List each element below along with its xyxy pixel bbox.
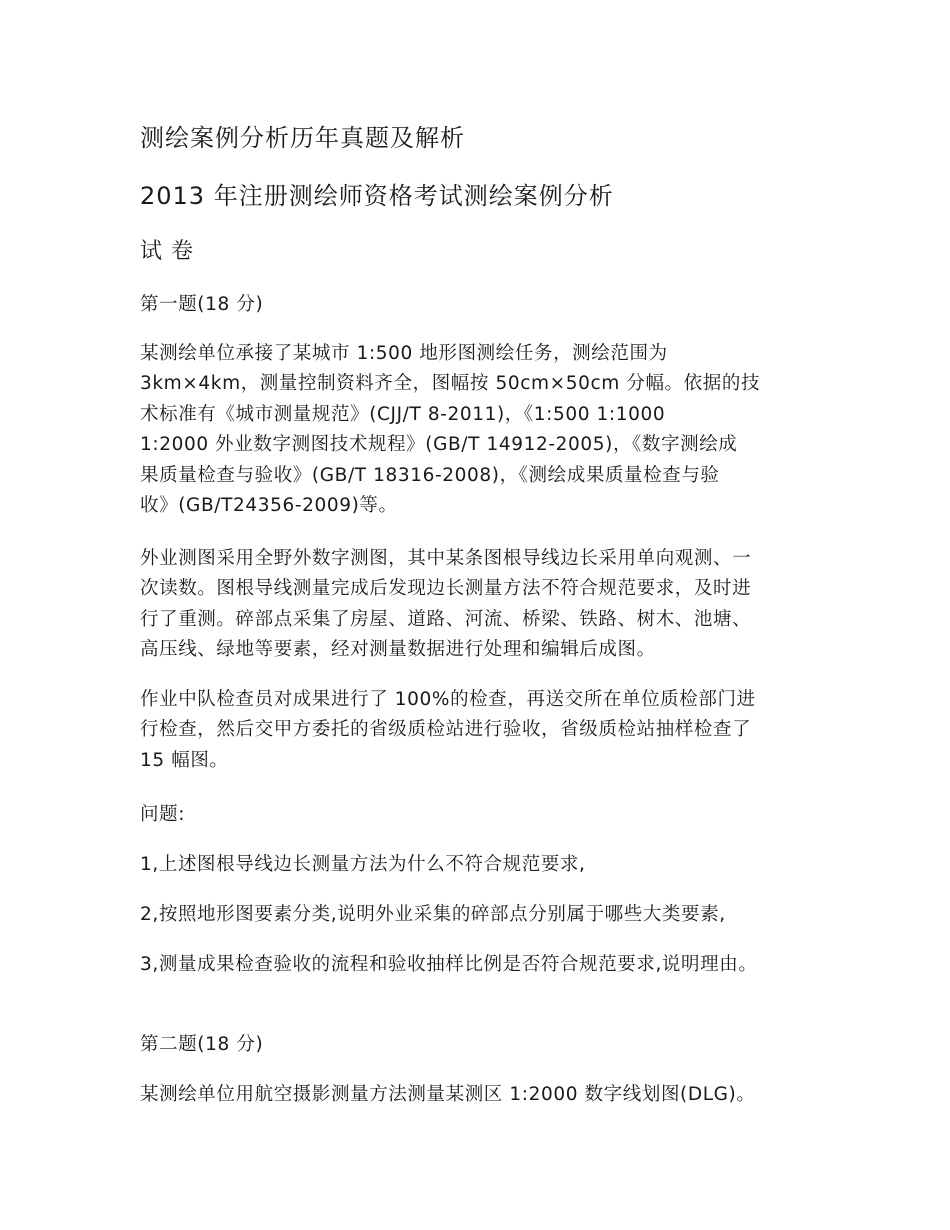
paragraph-line: 术标准有《城市测量规范》(CJJ/T 8-2011)，《1:500 1:1000 bbox=[140, 403, 666, 425]
paragraph-1 bbox=[140, 339, 812, 521]
question-item-2: 2,按照地形图要素分类,说明外业采集的碎部点分别属于哪些大类要素, bbox=[140, 904, 726, 925]
paragraph-line: 行了重测。碎部点采集了房屋、道路、河流、桥梁、铁路、树木、池塘、 bbox=[140, 608, 752, 630]
paragraph-line: 1:2000 外业数字测图技术规程》(GB/T 14912-2005)，《数字测绘成 bbox=[140, 434, 738, 456]
paragraph-line: 某测绘单位承接了某城市 1:500 地形图测绘任务，测绘范围为 bbox=[140, 343, 668, 364]
question-1-heading: 第一题(18 分) bbox=[140, 294, 264, 315]
paragraph-line: 次读数。图根导线测量完成后发现边长测量方法不符合规范要求，及时进 bbox=[140, 578, 752, 600]
paragraph-line: 果质量检查与验收》(GB/T 18316-2008)，《测绘成果质量检查与验 bbox=[140, 464, 720, 486]
paragraph-line: 3km×4km，测量控制资料齐全，图幅按 50cm×50cm 分幅。依据的技 bbox=[140, 373, 761, 395]
question-item-3: 3,测量成果检查验收的流程和验收抽样比例是否符合规范要求,说明理由。 bbox=[140, 954, 758, 975]
questions-label: 问题: bbox=[140, 804, 186, 825]
paragraph-line: 行检查，然后交甲方委托的省级质检站进行验收，省级质检站抽样检查了 bbox=[140, 719, 752, 741]
document-subtitle: 2013 年注册测绘师资格考试测绘案例分析 bbox=[140, 182, 614, 210]
paragraph-2 bbox=[140, 544, 812, 666]
section-heading: 试 卷 bbox=[140, 239, 194, 264]
document-title: 测绘案例分析历年真题及解析 bbox=[140, 124, 465, 152]
paragraph-line: 15 幅图。 bbox=[140, 749, 229, 771]
paragraph-line: 作业中队检查员对成果进行了 100%的检查，再送交所在单位质检部门进 bbox=[140, 689, 756, 710]
paragraph-line: 收》(GB/T24356-2009)等。 bbox=[140, 494, 398, 516]
paragraph-4: 某测绘单位用航空摄影测量方法测量某测区 1:2000 数字线划图(DLG)。 bbox=[140, 1084, 756, 1105]
paragraph-line: 外业测图采用全野外数字测图，其中某条图根导线边长采用单向观测、一 bbox=[140, 548, 752, 569]
question-2-heading: 第二题(18 分) bbox=[140, 1034, 264, 1055]
question-item-1: 1,上述图根导线边长测量方法为什么不符合规范要求, bbox=[140, 854, 586, 875]
paragraph-3 bbox=[140, 685, 812, 776]
paragraph-line: 高压线、绿地等要素，经对测量数据进行处理和编辑后成图。 bbox=[140, 639, 656, 661]
